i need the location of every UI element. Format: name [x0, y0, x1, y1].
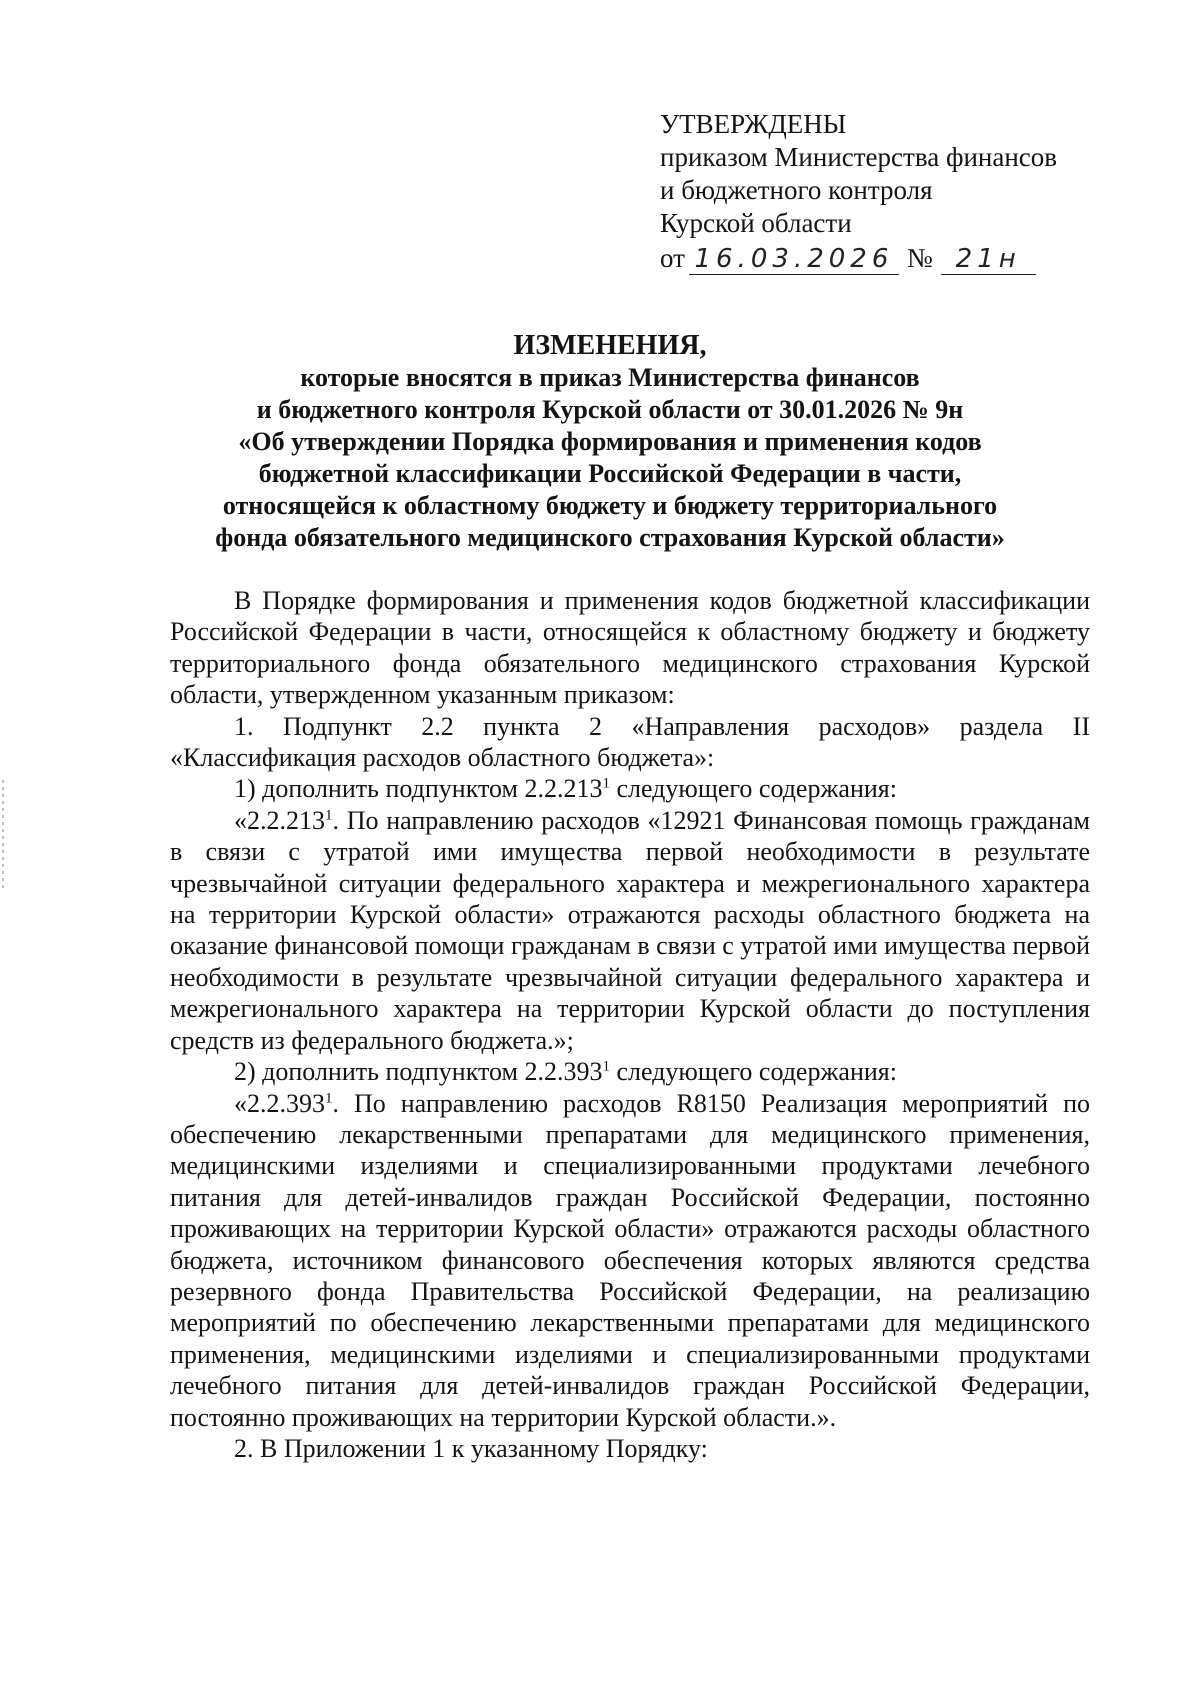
- handwritten-date: 16.03.2026: [689, 245, 899, 275]
- approval-line-2: и бюджетного контроля: [660, 175, 933, 205]
- quote-1-paragraph: [170, 805, 1090, 1056]
- document-title: ИЗМЕНЕНИЯ,: [513, 330, 707, 361]
- approval-line-1: приказом Министерства финансов: [660, 142, 1058, 172]
- subitem-1-tail: следующего содержания:: [609, 774, 897, 804]
- document-body: [170, 585, 1090, 1464]
- number-sign: №: [906, 243, 933, 273]
- subitem-1-paragraph: [170, 773, 1090, 804]
- item-2-paragraph: 2. В Приложении 1 к указанному Порядку:: [234, 1433, 708, 1463]
- subitem-2-tail: следующего содержания:: [609, 1057, 897, 1087]
- heading-line: которые вносятся в приказ Министерства финансов: [300, 363, 920, 392]
- date-prefix: от: [660, 243, 685, 273]
- quote-1-text: . По направлению расходов «12921 Финансовая помощь гражданам в связи с утратой ими имущества первой необходимости в результате чрезвычайной ситуации федерального характера и межрегионального характера на территории Курской области» отражаются расходы областного бюджета на оказание финансовой помощи гражданам в связи с утратой ими имущества первой необходимости в результате чрезвычайной ситуации федерального характера и межрегионального характера на территории Курской области до поступления средств из федерального бюджета.»;: [170, 805, 1090, 1055]
- handwritten-number: 21н: [941, 245, 1036, 275]
- heading-line: бюджетной классификации Российской Федерации в части,: [258, 459, 962, 488]
- approval-line-3: Курской области: [660, 208, 852, 238]
- item-1-paragraph: 1. Подпункт 2.2 пункта 2 «Направления расходов» раздела II «Классификация расходов областного бюджета»:: [170, 711, 1090, 773]
- superscript: 1: [602, 1058, 610, 1075]
- quote-2-text: . По направлению расходов R8150 Реализация мероприятий по обеспечению лекарственными препаратами для медицинского применения, медицинскими изделиями и специализированными продуктами лечебного питания для детей-инвалидов граждан Российской Федерации, постоянно проживающих на территории Курской области» отражаются расходы областного бюджета, источником финансового обеспечения которых являются средства резервного фонда Правительства Российской Федерации, на реализацию мероприятий по обеспечению лекарственными препаратами для медицинского применения, медицинскими изделиями и специализированными продуктами лечебного питания для детей-инвалидов граждан Российской Федерации, постоянно проживающих на территории Курской области.».: [170, 1088, 1090, 1432]
- heading-line: относящейся к областному бюджету и бюджету территориального: [222, 491, 998, 520]
- intro-paragraph: В Порядке формирования и применения кодов бюджетной классификации Российской Федерации в части, относящейся к областному бюджету и бюджету территориального фонда обязательного медицинского страхования Курской области, утвержденном указанным приказом:: [170, 586, 1090, 710]
- heading-line: и бюджетного контроля Курской области от 30.01.2026 № 9н: [256, 395, 964, 424]
- heading-line: фонда обязательного медицинского страхования Курской области»: [215, 523, 1005, 552]
- scan-margin-artifact: [2, 780, 4, 890]
- document-heading: [150, 330, 1070, 554]
- subitem-2-text: 2) дополнить подпунктом 2.2.393: [234, 1057, 603, 1087]
- approval-date-row: [660, 242, 1130, 275]
- heading-line: «Об утверждении Порядка формирования и применения кодов: [238, 427, 982, 456]
- superscript: 1: [602, 775, 610, 792]
- subitem-1-text: 1) дополнить подпунктом 2.2.213: [234, 774, 603, 804]
- approval-block: [660, 108, 1130, 275]
- quote-2-paragraph: [170, 1088, 1090, 1433]
- superscript: 1: [325, 1089, 333, 1106]
- superscript: 1: [325, 807, 333, 824]
- approval-title: УТВЕРЖДЕНЫ: [660, 109, 847, 139]
- subitem-2-paragraph: [170, 1056, 1090, 1087]
- quote-1-number: «2.2.213: [234, 805, 325, 835]
- quote-2-number: «2.2.393: [234, 1088, 325, 1118]
